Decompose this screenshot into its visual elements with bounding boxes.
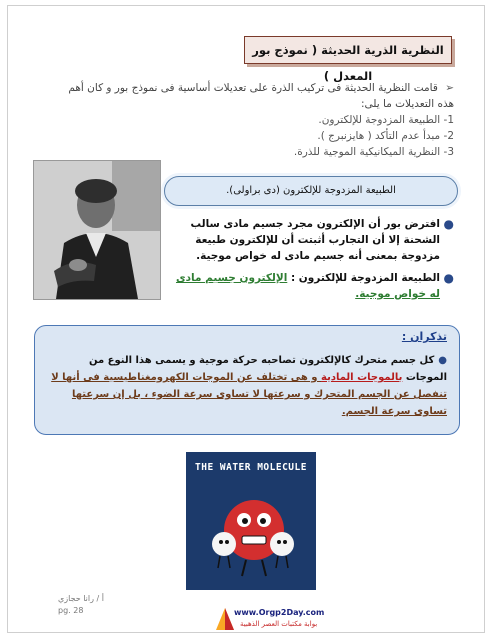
bullet-item-1: [168, 216, 454, 264]
bullet-dot-icon: ●: [438, 355, 447, 366]
section-title: النظرية الذرية الحديثة ( نموذج بور المعدل ): [244, 36, 452, 64]
intro-paragraph: [68, 80, 454, 160]
poster-title: THE WATER MOLECULE: [195, 462, 307, 473]
bullet-dot-icon: ●: [443, 217, 454, 231]
bullet-1-text: افترض بور أن الإلكترون مجرد جسيم مادى سالب الشحنة إلا أن التجارب أثبتت أن للإلكترون طبيعة مزدوجة بمعنى أنه جسيم مادى له خواص موجية.: [190, 218, 440, 262]
scientist-portrait-photo: [33, 160, 161, 300]
logo-subtitle: بوابة مكتبات العصر الذهبية: [240, 620, 318, 628]
cloud-label: الطبيعة المزدوجة للإلكترون (دى براولى).: [164, 176, 458, 206]
bullet-dot-icon: ●: [443, 271, 454, 285]
reminder-text-1: كل جسم متحرك كالإلكترون تصاحبه حركة موجية و يسمى هذا النوع من الموجات: [88, 355, 447, 383]
intro-item-3: 3- النظرية الميكانيكية الموجية للذرة.: [293, 146, 454, 158]
bullet-list: [168, 216, 454, 308]
logo-pyramid-icon: [216, 608, 234, 630]
intro-item-2: 2- مبدأ عدم التأكد ( هايزنبرج ).: [317, 130, 454, 142]
site-logo: [216, 606, 336, 636]
reminder-box: [34, 325, 460, 435]
logo-url: www.Orgp2Day.com: [234, 608, 325, 617]
reminder-text-2: و هى تختلف عن الموجات الكهرومغناطيسية فى أنها لا تنفصل عن الجسم المتحرك و سرعتها لا تساوى سرعة الضوء ، بل إن سرعتها تساوى سرعة الجسم.: [51, 372, 447, 417]
footer-author: أ / رانا حجازي: [58, 594, 104, 603]
arrow-bullet-icon: ➢: [445, 82, 454, 94]
reminder-title: تذكران :: [401, 330, 447, 343]
intro-item-1: 1- الطبيعة المزدوجة للإلكترون.: [318, 114, 454, 126]
bullet-2-label: الطبيعة المزدوجة للإلكترون :: [287, 272, 440, 284]
footer-page-number: pg. 28: [58, 606, 84, 615]
reminder-body: [51, 352, 447, 420]
molecule-illustration: [186, 452, 316, 590]
bullet-item-2: [168, 270, 454, 302]
bullet-2-definition: الإلكترون جسيم مادى له خواص موجية.: [175, 272, 440, 300]
intro-text: قامت النظرية الحديثة فى تركيب الذرة على تعديلات أساسية فى نموذج بور و كان أهم هذه التعديلات ما يلى:: [68, 82, 454, 110]
water-molecule-poster: [186, 452, 316, 590]
reminder-highlight: بالموجات المادية: [321, 372, 403, 383]
